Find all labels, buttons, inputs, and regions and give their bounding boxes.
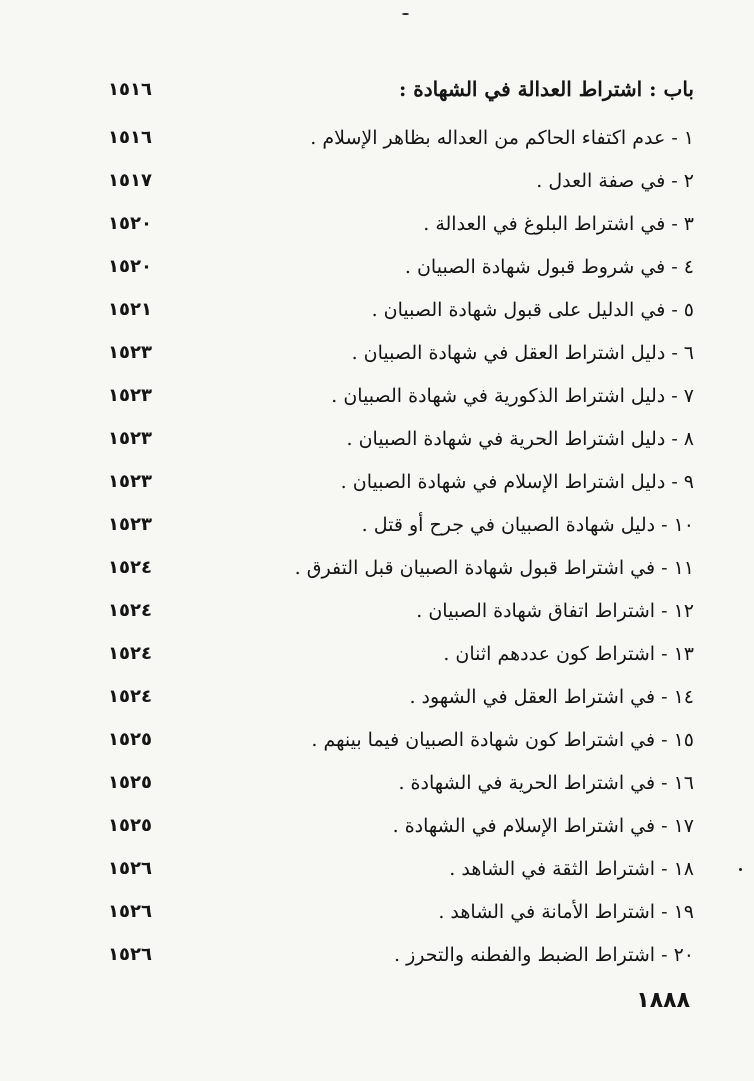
toc-entry-text: ٩ - دليل اشتراط الإسلام في شهادة الصبيان . — [340, 470, 694, 493]
toc-entry — [108, 804, 694, 847]
toc-entry-page-number: ١٥١٧ — [108, 170, 152, 191]
toc-entry-page-number: ١٥٢٣ — [108, 514, 152, 535]
toc-entry-page-number: ١٥٢٦ — [108, 944, 152, 965]
toc-entry-text: ٧ - دليل اشتراط الذكورية في شهادة الصبيان . — [331, 384, 694, 407]
toc-entry-text: ١ - عدم اكتفاء الحاكم من العداله بظاهر الإسلام . — [310, 126, 694, 149]
toc-entry — [108, 331, 694, 374]
toc-entry-text: ١٨ - اشتراط الثقة في الشاهد . — [449, 857, 694, 880]
chapter-heading-row — [108, 72, 694, 106]
toc-entry — [108, 675, 694, 718]
toc-entry-page-number: ١٥٢٤ — [108, 557, 152, 578]
scan-speck — [739, 868, 742, 871]
toc-entry — [108, 159, 694, 202]
toc-entry — [108, 546, 694, 589]
toc-entry-page-number: ١٥٢٦ — [108, 901, 152, 922]
table-of-contents-list — [108, 116, 694, 976]
toc-entry-text: ٣ - في اشتراط البلوغ في العدالة . — [423, 212, 694, 235]
page-number: ١٨٨٨ — [636, 988, 690, 1013]
toc-entry — [108, 589, 694, 632]
toc-entry — [108, 245, 694, 288]
chapter-heading-page-number: ١٥١٦ — [108, 78, 152, 100]
scan-speck — [402, 13, 409, 15]
toc-entry-text: ١٣ - اشتراط كون عددهم اثنان . — [443, 642, 694, 665]
toc-entry-page-number: ١٥٢٠ — [108, 256, 152, 277]
toc-entry — [108, 632, 694, 675]
toc-entry-page-number: ١٥١٦ — [108, 127, 152, 148]
toc-entry-text: ١٩ - اشتراط الأمانة في الشاهد . — [438, 900, 694, 923]
toc-entry-page-number: ١٥٢٤ — [108, 643, 152, 664]
toc-entry-page-number: ١٥٢٦ — [108, 858, 152, 879]
toc-entry-text: ١٠ - دليل شهادة الصبيان في جرح أو قتل . — [361, 513, 694, 536]
toc-entry-text: ٥ - في الدليل على قبول شهادة الصبيان . — [371, 298, 694, 321]
toc-entry-page-number: ١٥٢٣ — [108, 471, 152, 492]
toc-entry-text: ١٢ - اشتراط اتفاق شهادة الصبيان . — [416, 599, 694, 622]
toc-entry — [108, 374, 694, 417]
toc-entry — [108, 460, 694, 503]
toc-entry — [108, 116, 694, 159]
toc-entry-page-number: ١٥٢٥ — [108, 815, 152, 836]
toc-entry-page-number: ١٥٢٠ — [108, 213, 152, 234]
toc-entry-page-number: ١٥٢٤ — [108, 600, 152, 621]
toc-entry — [108, 503, 694, 546]
toc-entry-text: ١٤ - في اشتراط العقل في الشهود . — [409, 685, 694, 708]
toc-entry-text: ٢ - في صفة العدل . — [536, 169, 694, 192]
toc-entry-page-number: ١٥٢٣ — [108, 385, 152, 406]
toc-entry-page-number: ١٥٢١ — [108, 299, 152, 320]
toc-entry — [108, 847, 694, 890]
chapter-heading-title: باب : اشتراط العدالة في الشهادة : — [398, 77, 694, 101]
toc-entry — [108, 890, 694, 933]
toc-entry — [108, 288, 694, 331]
toc-entry-page-number: ١٥٢٥ — [108, 772, 152, 793]
toc-entry — [108, 202, 694, 245]
toc-entry-text: ١١ - في اشتراط قبول شهادة الصبيان قبل التفرق . — [294, 556, 694, 579]
toc-entry — [108, 933, 694, 976]
toc-entry-text: ١٧ - في اشتراط الإسلام في الشهادة . — [392, 814, 694, 837]
toc-entry-text: ٦ - دليل اشتراط العقل في شهادة الصبيان . — [351, 341, 694, 364]
toc-entry-text: ٨ - دليل اشتراط الحرية في شهادة الصبيان . — [346, 427, 694, 450]
toc-entry — [108, 761, 694, 804]
toc-entry-text: ١٥ - في اشتراط كون شهادة الصبيان فيما بينهم . — [311, 728, 694, 751]
toc-entry — [108, 718, 694, 761]
toc-entry — [108, 417, 694, 460]
toc-entry-page-number: ١٥٢٤ — [108, 686, 152, 707]
toc-entry-page-number: ١٥٢٥ — [108, 729, 152, 750]
toc-entry-page-number: ١٥٢٣ — [108, 428, 152, 449]
toc-entry-text: ٢٠ - اشتراط الضبط والفطنه والتحرز . — [394, 943, 694, 966]
toc-entry-text: ٤ - في شروط قبول شهادة الصبيان . — [404, 255, 694, 278]
toc-entry-page-number: ١٥٢٣ — [108, 342, 152, 363]
toc-entry-text: ١٦ - في اشتراط الحرية في الشهادة . — [398, 771, 694, 794]
